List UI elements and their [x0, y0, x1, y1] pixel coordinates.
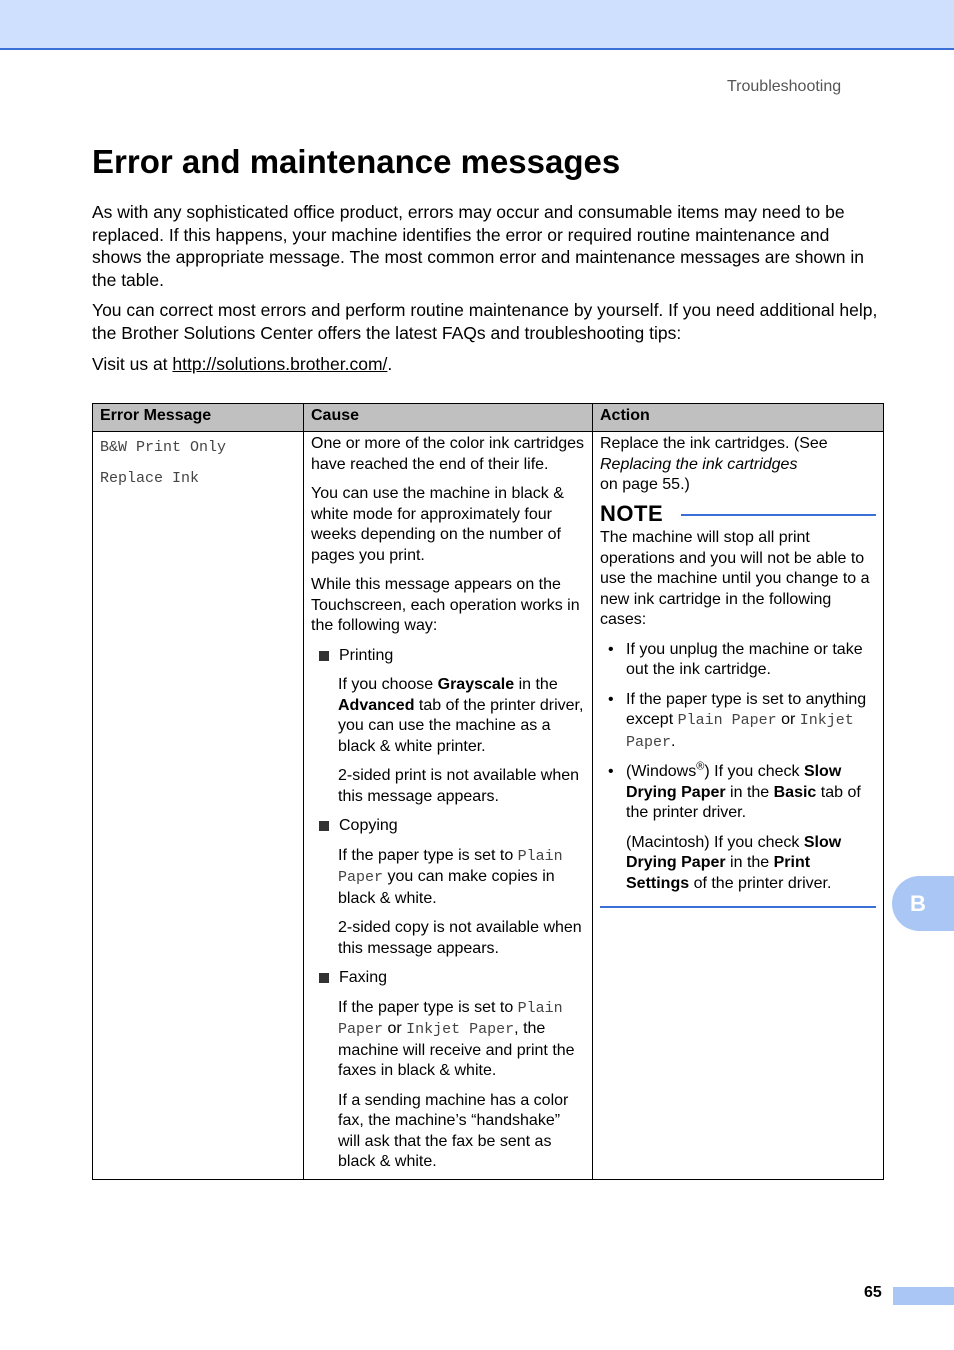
note-header: [600, 500, 876, 526]
printing-t1a: If you choose: [338, 676, 438, 693]
note-bullet-2-text: [626, 690, 876, 754]
error-message-cell: [93, 432, 304, 1180]
b3d: in the: [725, 783, 774, 801]
faxing-item: [311, 968, 585, 989]
printing-text-2: 2-sided print is not available when this message appears.: [338, 767, 580, 805]
printing-item: [311, 646, 585, 667]
bullet-dot-icon: •: [608, 763, 614, 780]
action-a1: Replace the ink cartridges. (See: [600, 435, 828, 452]
note-rule: [681, 514, 876, 516]
b3a: (Windows: [626, 763, 697, 780]
bullet-dot-icon: •: [608, 640, 614, 658]
b2a: If the paper type is set to anything except: [626, 690, 867, 728]
b3f: tab of the printer driver.: [626, 783, 861, 821]
note-bullet-3: [608, 762, 876, 824]
note-bullet-2: [608, 690, 876, 754]
copying-t1a: If the paper type is set to: [338, 846, 518, 864]
error-message-table: [92, 403, 884, 1180]
top-banner: [0, 0, 954, 50]
error-message-line-1: B&W Print Only: [100, 439, 227, 456]
basic-term: Basic: [773, 783, 817, 801]
bullet-dot-icon: •: [608, 690, 614, 708]
note-bullet-1: [608, 640, 876, 681]
header-action: Action: [593, 404, 884, 432]
note-macintosh-text: [626, 833, 876, 895]
note-bottom-rule: [600, 906, 876, 908]
header-error-message: Error Message: [93, 404, 304, 432]
cause-cell: [304, 432, 593, 1180]
printing-t1e: tab of the printer driver, you can use the machine as a black & white printer.: [338, 696, 584, 755]
action-cell: [593, 432, 884, 1180]
b3b: ) If you check: [704, 763, 804, 780]
copying-item: [311, 816, 585, 837]
plain-paper-term: Plain Paper: [338, 999, 563, 1038]
b2c: or: [776, 711, 800, 728]
grayscale-term: Grayscale: [437, 676, 515, 693]
faxing-t1e: , the machine will receive and print the faxes in black & white.: [338, 1020, 575, 1079]
slow-drying-term: Slow Drying Paper: [626, 763, 842, 801]
error-message-line-2: Replace Ink: [100, 469, 200, 487]
note-bullet-1-text: If you unplug the machine or take out the ink cartridge.: [626, 640, 863, 678]
replacing-ink-reference[interactable]: Replacing the ink cartridges: [600, 455, 798, 473]
slow-drying-term: Slow Drying Paper: [626, 833, 842, 871]
advanced-term: Advanced: [338, 696, 415, 714]
copying-text-2: 2-sided copy is not available when this message appears.: [338, 919, 582, 957]
note-intro: The machine will stop all print operations and you will not be able to use the machine until you change to a new ink cartridge in the following cases:: [600, 529, 870, 628]
cause-text-3: While this message appears on the Touchscreen, each operation works in the following way:: [311, 576, 580, 634]
visit-suffix: .: [387, 354, 393, 374]
section-name: Troubleshooting: [727, 78, 842, 95]
note-title: NOTE: [600, 500, 664, 526]
faxing-label: Faxing: [339, 969, 388, 986]
registered-mark: ®: [696, 760, 705, 773]
header-cause: Cause: [304, 404, 593, 432]
plain-paper-term: Plain Paper: [677, 712, 777, 729]
page-number: 65: [864, 1284, 882, 1301]
faxing-text-1: [338, 998, 585, 1082]
faxing-text-2: If a sending machine has a color fax, the machine’s “handshake” will ask that the fax be sent as black & white.: [338, 1091, 569, 1170]
table-row: [93, 432, 884, 1180]
printing-text-1: [338, 675, 585, 757]
printing-t1c: in the: [514, 676, 558, 693]
action-a1-end: on page 55.): [600, 476, 690, 493]
table-header-row: [93, 404, 884, 432]
faxing-t1a: If the paper type is set to: [338, 998, 518, 1016]
page-title: Error and maintenance messages: [92, 143, 621, 180]
inkjet-paper-term: Inkjet Paper: [626, 712, 854, 751]
print-settings-term: Print Settings: [626, 854, 811, 892]
cause-text-1: One or more of the color ink cartridges have reached the end of their life.: [311, 435, 585, 473]
inkjet-paper-term: Inkjet Paper: [406, 1021, 515, 1038]
visit-line: [92, 353, 882, 376]
faxing-t1c: or: [383, 1020, 407, 1037]
solutions-link[interactable]: http://solutions.brother.com/: [172, 354, 388, 374]
b4a: (Macintosh) If you check: [626, 833, 804, 851]
intro-paragraph-2: You can correct most errors and perform routine maintenance by yourself. If you need additional help, the Brother Solutions Center offers the latest FAQs and troubleshooting tips:: [92, 300, 878, 343]
copying-label: Copying: [339, 817, 398, 834]
copying-t1c: you can make copies in black & white.: [338, 868, 555, 907]
square-bullet-icon: [319, 821, 329, 831]
chapter-tab: [892, 876, 954, 931]
b2e: .: [671, 732, 676, 750]
square-bullet-icon: [319, 651, 329, 661]
page-number-tab: [893, 1287, 954, 1305]
printing-label: Printing: [339, 646, 394, 664]
square-bullet-icon: [319, 973, 329, 983]
intro-paragraph-1: As with any sophisticated office product, errors may occur and consumable items may need to be replaced. If this happens, your machine identifies the error or required routine maintenance and shows the appropriate message. The most common error and maintenance messages are shown in the table.: [92, 202, 865, 290]
copying-text-1: [338, 846, 585, 910]
action-text: [600, 434, 876, 496]
note-bullet-3-text: [626, 762, 876, 824]
b4c: in the: [725, 854, 774, 871]
plain-paper-term: Plain Paper: [338, 847, 563, 886]
visit-prefix: Visit us at: [92, 354, 173, 374]
b4e: of the printer driver.: [689, 874, 832, 892]
cause-text-2: You can use the machine in black & white mode for approximately four weeks depending on the number of pages you print.: [311, 485, 564, 564]
chapter-tab-label: B: [910, 890, 926, 916]
